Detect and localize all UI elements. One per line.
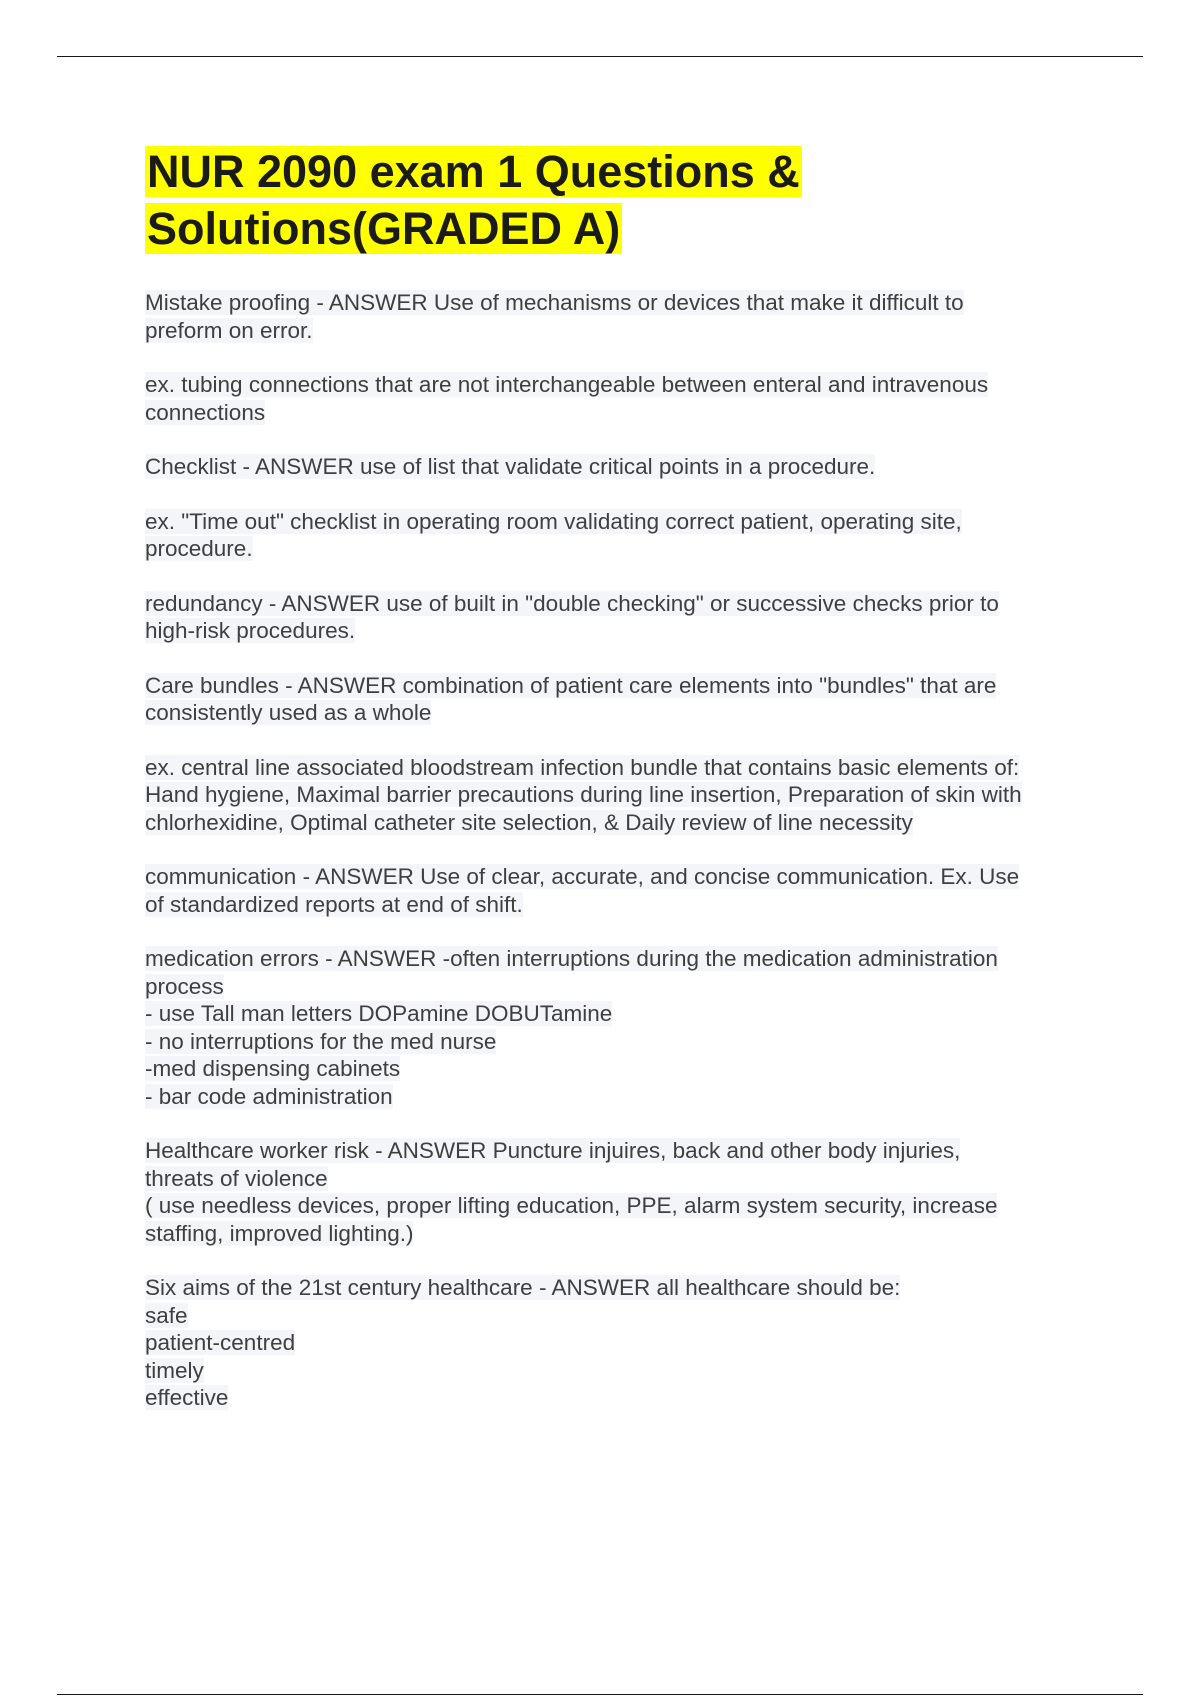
qa-paragraph: [145, 1137, 1095, 1247]
qa-paragraph: [145, 371, 1095, 426]
paragraph-line: [145, 1083, 1095, 1111]
paragraph-line: [145, 809, 1095, 837]
paragraph-line: [145, 590, 1095, 618]
qa-paragraph: [145, 453, 1095, 481]
paragraph-line: [145, 399, 1095, 427]
document-body: [145, 143, 1095, 1439]
paragraph-line: [145, 1165, 1095, 1193]
paragraph-line-text: connections: [145, 399, 266, 425]
qa-paragraph: [145, 754, 1095, 837]
paragraph-line-text: Hand hygiene, Maximal barrier precautions during line insertion, Preparation of skin with: [145, 782, 1022, 807]
paragraph-line-text: - no interruptions for the med nurse: [145, 1028, 497, 1054]
paragraph-line-text: high-risk procedures.: [145, 618, 356, 643]
document-title: [145, 143, 1095, 257]
paragraph-line: [145, 1137, 1095, 1165]
paragraph-line: [145, 672, 1095, 700]
paragraph-line-text: ex. "Time out" checklist in operating room validating correct patient, operating site,: [145, 508, 962, 534]
paragraph-line-text: consistently used as a whole: [145, 700, 432, 725]
paragraph-line: [145, 699, 1095, 727]
paragraph-line: [145, 1384, 1095, 1412]
paragraph-line-text: Care bundles - ANSWER combination of patient care elements into "bundles" that are: [145, 672, 997, 698]
qa-paragraph: [145, 672, 1095, 727]
paragraph-line: [145, 453, 1095, 481]
paragraph-line: [145, 371, 1095, 399]
title-line: Solutions(GRADED A): [147, 203, 621, 254]
paragraph-line: [145, 289, 1095, 317]
paragraph-line: [145, 317, 1095, 345]
paragraph-line-text: threats of violence: [145, 1165, 328, 1191]
qa-paragraph: [145, 863, 1095, 918]
paragraph-line: [145, 508, 1095, 536]
paragraph-line-text: - bar code administration: [145, 1083, 393, 1109]
qa-paragraph: [145, 590, 1095, 645]
paragraph-line-text: staffing, improved lighting.): [145, 1220, 414, 1246]
paragraph-line-text: medication errors - ANSWER -often interruptions during the medication administration: [145, 946, 998, 971]
paragraph-line-text: Mistake proofing - ANSWER Use of mechanisms or devices that make it difficult to: [145, 290, 964, 315]
paragraph-line-text: safe: [145, 1302, 188, 1328]
paragraph-line-text: procedure.: [145, 536, 253, 561]
paragraph-line-text: of standardized reports at end of shift.: [145, 891, 523, 917]
paragraph-line-text: -med dispensing cabinets: [145, 1056, 401, 1081]
paragraph-line: [145, 891, 1095, 919]
qa-paragraph: [145, 945, 1095, 1110]
paragraph-line: [145, 617, 1095, 645]
paragraph-line-text: Six aims of the 21st century healthcare - ANSWER all healthcare should be:: [145, 1275, 901, 1300]
paragraph-line: [145, 1274, 1095, 1302]
paragraph-line: [145, 1357, 1095, 1385]
paragraph-line-text: Checklist - ANSWER use of list that validate critical points in a procedure.: [145, 454, 876, 479]
paragraph-line-text: Healthcare worker risk - ANSWER Puncture injuires, back and other body injuries,: [145, 1138, 961, 1163]
paragraph-line-text: process: [145, 973, 224, 999]
paragraph-line-text: chlorhexidine, Optimal catheter site selection, & Daily review of line necessity: [145, 809, 913, 835]
qa-list: [145, 289, 1095, 1412]
paragraph-line-text: ex. tubing connections that are not interchangeable between enteral and intravenous: [145, 372, 989, 397]
top-rule: [57, 56, 1143, 57]
paragraph-line: [145, 1055, 1095, 1083]
paragraph-line: [145, 945, 1095, 973]
paragraph-line: [145, 781, 1095, 809]
paragraph-line: [145, 754, 1095, 782]
paragraph-line-text: ex. central line associated bloodstream infection bundle that contains basic elements of:: [145, 754, 1020, 780]
qa-paragraph: [145, 1274, 1095, 1412]
paragraph-line: [145, 1329, 1095, 1357]
qa-paragraph: [145, 508, 1095, 563]
paragraph-line: [145, 535, 1095, 563]
paragraph-line: [145, 1000, 1095, 1028]
paragraph-line-text: redundancy - ANSWER use of built in "double checking" or successive checks prior to: [145, 590, 999, 616]
paragraph-line: [145, 1302, 1095, 1330]
paragraph-line-text: timely: [145, 1357, 204, 1383]
paragraph-line-text: effective: [145, 1385, 229, 1410]
paragraph-line: [145, 1220, 1095, 1248]
paragraph-line: [145, 863, 1095, 891]
paragraph-line: [145, 1028, 1095, 1056]
title-line: NUR 2090 exam 1 Questions &: [147, 146, 800, 197]
bottom-rule: [57, 1694, 1143, 1695]
paragraph-line-text: communication - ANSWER Use of clear, accurate, and concise communication. Ex. Use: [145, 864, 1020, 889]
paragraph-line-text: ( use needless devices, proper lifting education, PPE, alarm system security, increase: [145, 1193, 998, 1218]
paragraph-line: [145, 973, 1095, 1001]
paragraph-line-text: - use Tall man letters DOPamine DOBUTamine: [145, 1001, 613, 1026]
paragraph-line: [145, 1192, 1095, 1220]
qa-paragraph: [145, 289, 1095, 344]
paragraph-line-text: patient-centred: [145, 1330, 296, 1355]
paragraph-line-text: preform on error.: [145, 317, 313, 343]
